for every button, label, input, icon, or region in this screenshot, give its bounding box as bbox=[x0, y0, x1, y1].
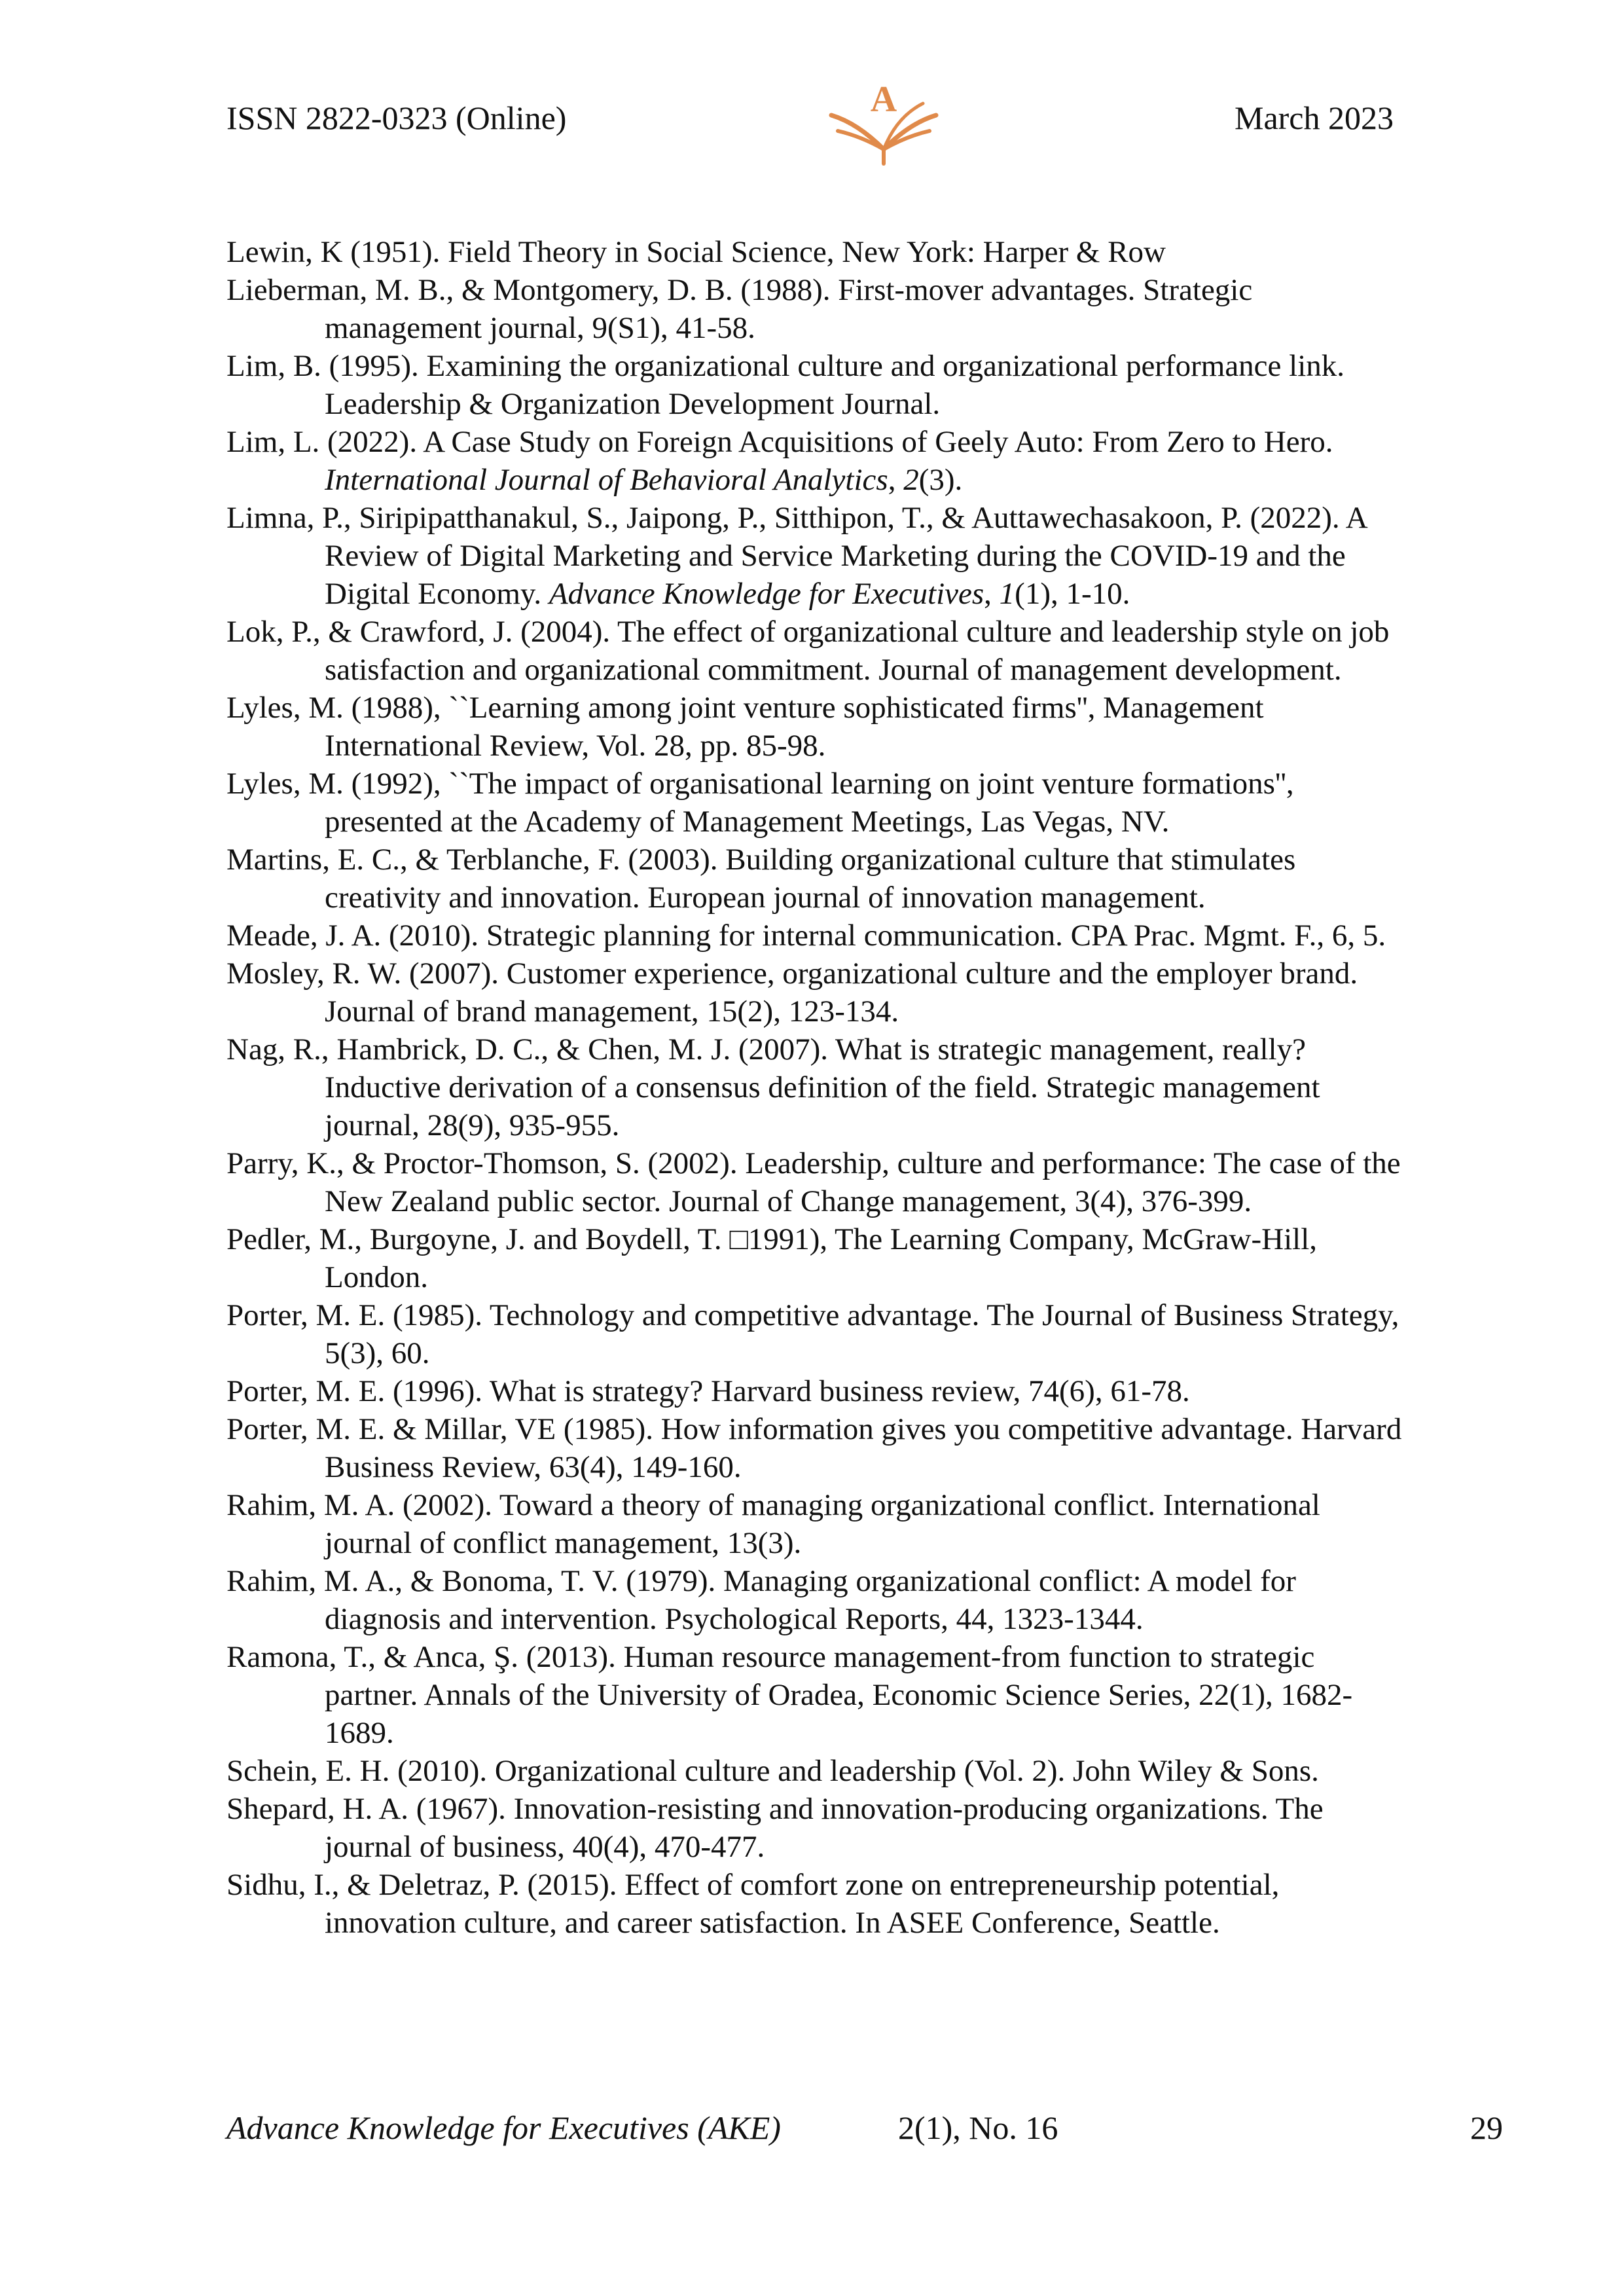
reference-text: Pedler, M., Burgoyne, J. and Boydell, T. □1991), The Learning Company, McGraw-Hill, London. bbox=[226, 1222, 1318, 1294]
reference-entry bbox=[226, 1790, 1405, 1866]
reference-entry bbox=[226, 499, 1405, 613]
reference-entry bbox=[226, 1296, 1405, 1372]
reference-entry bbox=[226, 233, 1405, 271]
reference-text: Porter, M. E. & Millar, VE (1985). How information gives you competitive advantage. Harvard Business Review, 63(4), 149-160. bbox=[226, 1412, 1402, 1484]
reference-text: Lyles, M. (1992), ``The impact of organisational learning on joint venture formations'', presented at the Academy of Management Meetings, Las Vegas, NV. bbox=[226, 767, 1294, 839]
reference-italic-text: 1 bbox=[999, 577, 1015, 611]
reference-text: Lim, L. (2022). A Case Study on Foreign Acquisitions of Geely Auto: From Zero to Hero. bbox=[226, 425, 1333, 459]
reference-text: Sidhu, I., & Deletraz, P. (2015). Effect of comfort zone on entrepreneurship potential, innovation culture, and career satisfaction. In ASEE Conference, Seattle. bbox=[226, 1868, 1280, 1940]
reference-italic-text: International Journal of Behavioral Analytics bbox=[325, 463, 888, 497]
reference-text: Schein, E. H. (2010). Organizational culture and leadership (Vol. 2). John Wiley & Sons. bbox=[226, 1754, 1319, 1788]
footer-issue-number: 2(1), No. 16 bbox=[898, 2109, 1058, 2146]
reference-entry bbox=[226, 613, 1405, 689]
reference-text: Meade, J. A. (2010). Strategic planning for internal communication. CPA Prac. Mgmt. F., 6, 5. bbox=[226, 919, 1386, 953]
reference-entry bbox=[226, 1866, 1405, 1942]
reference-text: Mosley, R. W. (2007). Customer experience, organizational culture and the employer brand. Journal of brand management, 15(2), 123-134. bbox=[226, 957, 1358, 1029]
reference-entry bbox=[226, 1486, 1405, 1562]
reference-entry bbox=[226, 1030, 1405, 1144]
reference-text: Porter, M. E. (1996). What is strategy? Harvard business review, 74(6), 61-78. bbox=[226, 1374, 1190, 1408]
footer-journal-name: Advance Knowledge for Executives (AKE) bbox=[226, 2109, 781, 2146]
reference-entry bbox=[226, 765, 1405, 841]
reference-entry bbox=[226, 347, 1405, 423]
reference-entry bbox=[226, 1372, 1405, 1410]
reference-entry bbox=[226, 1410, 1405, 1486]
reference-entry bbox=[226, 271, 1405, 347]
reference-text: Ramona, T., & Anca, Ş. (2013). Human resource management-from function to strategic partner. Annals of the University of Oradea, Economic Science Series, 22(1), 1682-1689. bbox=[226, 1640, 1353, 1750]
reference-entry bbox=[226, 917, 1405, 955]
reference-text: Lewin, K (1951). Field Theory in Social Science, New York: Harper & Row bbox=[226, 235, 1166, 269]
journal-logo-icon bbox=[818, 77, 949, 169]
reference-text: (1), 1-10. bbox=[1015, 577, 1130, 611]
reference-italic-text: Advance Knowledge for Executives bbox=[549, 577, 984, 611]
logo-letter: A bbox=[870, 79, 897, 120]
reference-list bbox=[226, 233, 1405, 1942]
reference-entry bbox=[226, 1752, 1405, 1790]
issn-label: ISSN 2822-0323 (Online) bbox=[226, 100, 567, 136]
page-number: 29 bbox=[1470, 2109, 1503, 2146]
reference-text: Parry, K., & Proctor-Thomson, S. (2002). Leadership, culture and performance: The case of the New Zealand public sector. Journal of Change management, 3(4), 376-399. bbox=[226, 1146, 1401, 1218]
reference-entry bbox=[226, 1144, 1405, 1220]
reference-text: Limna, P., Siripipatthanakul, S., Jaipong, P., Sitthipon, T., & Auttawechasakoon, P. (2022). A Review of Digital Marketing and Service Marketing during the COVID-19 and the Digital Economy. bbox=[226, 501, 1367, 611]
reference-text: (3). bbox=[918, 463, 963, 497]
reference-entry bbox=[226, 841, 1405, 917]
reference-text: Porter, M. E. (1985). Technology and competitive advantage. The Journal of Business Strategy, 5(3), 60. bbox=[226, 1298, 1399, 1370]
reference-entry bbox=[226, 689, 1405, 765]
reference-italic-text: 2 bbox=[903, 463, 919, 497]
reference-text: Shepard, H. A. (1967). Innovation-resisting and innovation-producing organizations. The journal of business, 40(4), 470-477. bbox=[226, 1792, 1324, 1864]
reference-entry bbox=[226, 955, 1405, 1030]
reference-entry bbox=[226, 1638, 1405, 1752]
reference-text: Martins, E. C., & Terblanche, F. (2003). Building organizational culture that stimulates creativity and innovation. European journal of innovation management. bbox=[226, 843, 1296, 915]
issue-date: March 2023 bbox=[1235, 100, 1394, 136]
reference-text: , bbox=[888, 463, 904, 497]
reference-text: , bbox=[984, 577, 1000, 611]
reference-text: Rahim, M. A. (2002). Toward a theory of managing organizational conflict. International journal of conflict management, 13(3). bbox=[226, 1488, 1320, 1560]
reference-entry bbox=[226, 1220, 1405, 1296]
reference-text: Nag, R., Hambrick, D. C., & Chen, M. J. (2007). What is strategic management, really? Inductive derivation of a consensus definition of the field. Strategic management journal, 28(9), 935-955. bbox=[226, 1032, 1320, 1142]
reference-text: Lyles, M. (1988), ``Learning among joint venture sophisticated firms'', Management International Review, Vol. 28, pp. 85-98. bbox=[226, 691, 1264, 763]
reference-text: Lieberman, M. B., & Montgomery, D. B. (1988). First-mover advantages. Strategic management journal, 9(S1), 41-58. bbox=[226, 273, 1253, 345]
reference-text: Lok, P., & Crawford, J. (2004). The effect of organizational culture and leadership style on job satisfaction and organizational commitment. Journal of management development. bbox=[226, 615, 1390, 687]
reference-text: Lim, B. (1995). Examining the organizational culture and organizational performance link. Leadership & Organization Development Journal. bbox=[226, 349, 1345, 421]
reference-entry bbox=[226, 423, 1405, 499]
reference-entry bbox=[226, 1562, 1405, 1638]
reference-text: Rahim, M. A., & Bonoma, T. V. (1979). Managing organizational conflict: A model for diagnosis and intervention. Psychological Reports, 44, 1323-1344. bbox=[226, 1564, 1296, 1636]
